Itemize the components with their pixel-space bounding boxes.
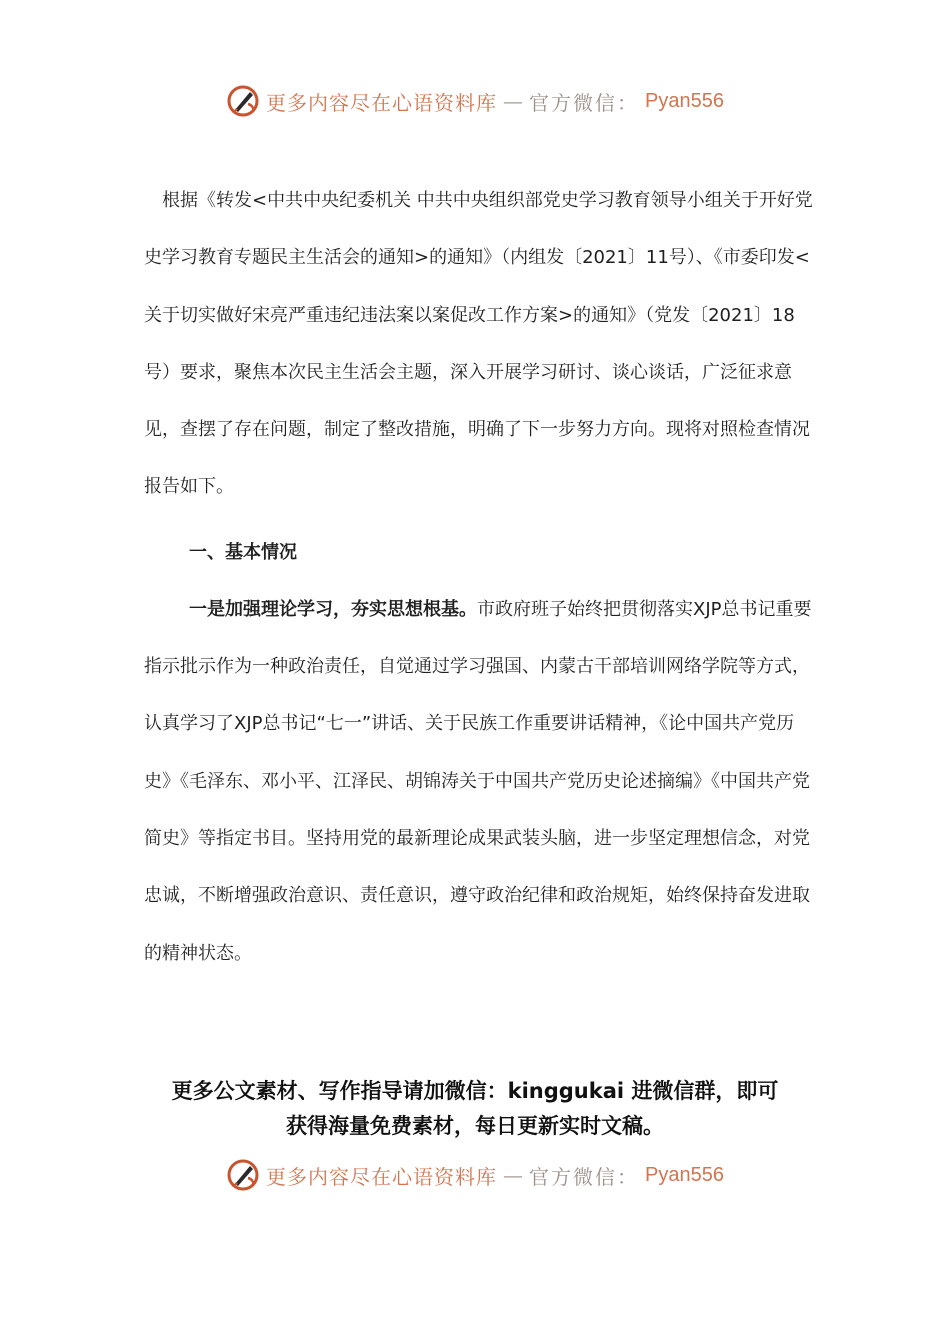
point1-line: 武装头脑，进一步坚定理想信念，对党忠诚，不断增强政治意识、责任意识， [144, 827, 810, 907]
watermark-brand-text: 更多内容尽在心语资料库 [266, 90, 498, 115]
point1-line: 遵守政治纪律和政治规矩，始终保持奋发进取的精神状态。 [144, 885, 810, 964]
document-body [144, 172, 814, 982]
intro-paragraph [144, 172, 814, 516]
footer-promo [0, 1074, 950, 1144]
point1-line: 记重要指示批示作为一种政治责任，自觉通过学习强国、内蒙古干部培训网络 [144, 598, 812, 678]
quill-pen-logo-icon [226, 84, 260, 118]
point1-line: 学院等方式，认真学习了XJP总书记“七一”讲话、关于民族工作重要讲话精 [144, 656, 810, 735]
watermark-wechat-id: Pyan556 [645, 89, 724, 112]
watermark-brand-text: 更多内容尽在心语资料库 [266, 1164, 498, 1189]
point1-text: 市政府班子始终把贯彻落实XJP总书 [477, 598, 758, 620]
intro-line: 根据《转发<中共中央纪委机关 中共中央组织部党史学习教育领导小组关于 [162, 190, 759, 211]
point1-line: 神，《论中国共产党历史》《毛泽东、邓小平、江泽民、胡锦涛关于中国共产 [144, 713, 795, 792]
header-watermark [0, 84, 950, 118]
point1-paragraph [144, 581, 814, 982]
watermark-wechat-id: Pyan556 [645, 1163, 724, 1186]
quill-pen-logo-icon [226, 1158, 260, 1192]
intro-line: 开好党史学习教育专题民主生活会的通知>的通知》（内组发〔2021〕11号）、 [144, 190, 813, 269]
footer-watermark [0, 1158, 950, 1192]
watermark-separator: — [503, 1163, 524, 1187]
watermark-official-label: 官方微信： [529, 1164, 640, 1189]
intro-line: 谈心谈话，广泛征求意见，查摆了存在问题，制定了整改措施，明确了下一步 [144, 361, 792, 441]
intro-line: 努力方向。现将对照检查情况报告如下。 [144, 419, 810, 498]
watermark-separator: — [503, 89, 524, 113]
watermark-official-label: 官方微信： [529, 90, 640, 115]
footer-promo-line: 获得海量免费素材，每日更新实时文稿。 [286, 1114, 664, 1138]
point1-line: 党历史论述摘编》《中国共产党简史》等指定书目。坚持用党的最新理论成果 [144, 770, 810, 849]
intro-line: 党发〔2021〕18号）要求，聚焦本次民主生活会主题，深入开展学习研讨、 [144, 304, 795, 383]
footer-promo-line: 更多公文素材、写作指导请加微信：kinggukai 进微信群，即可 [171, 1079, 779, 1103]
section-heading: 一、基本情况 [189, 541, 297, 563]
point1-lead: 一是加强理论学习，夯实思想根基。 [189, 598, 477, 620]
intro-line: 《市委印发<关于切实做好宋亮严重违纪违法案以案促改工作方案>的通知》（ [144, 247, 810, 326]
